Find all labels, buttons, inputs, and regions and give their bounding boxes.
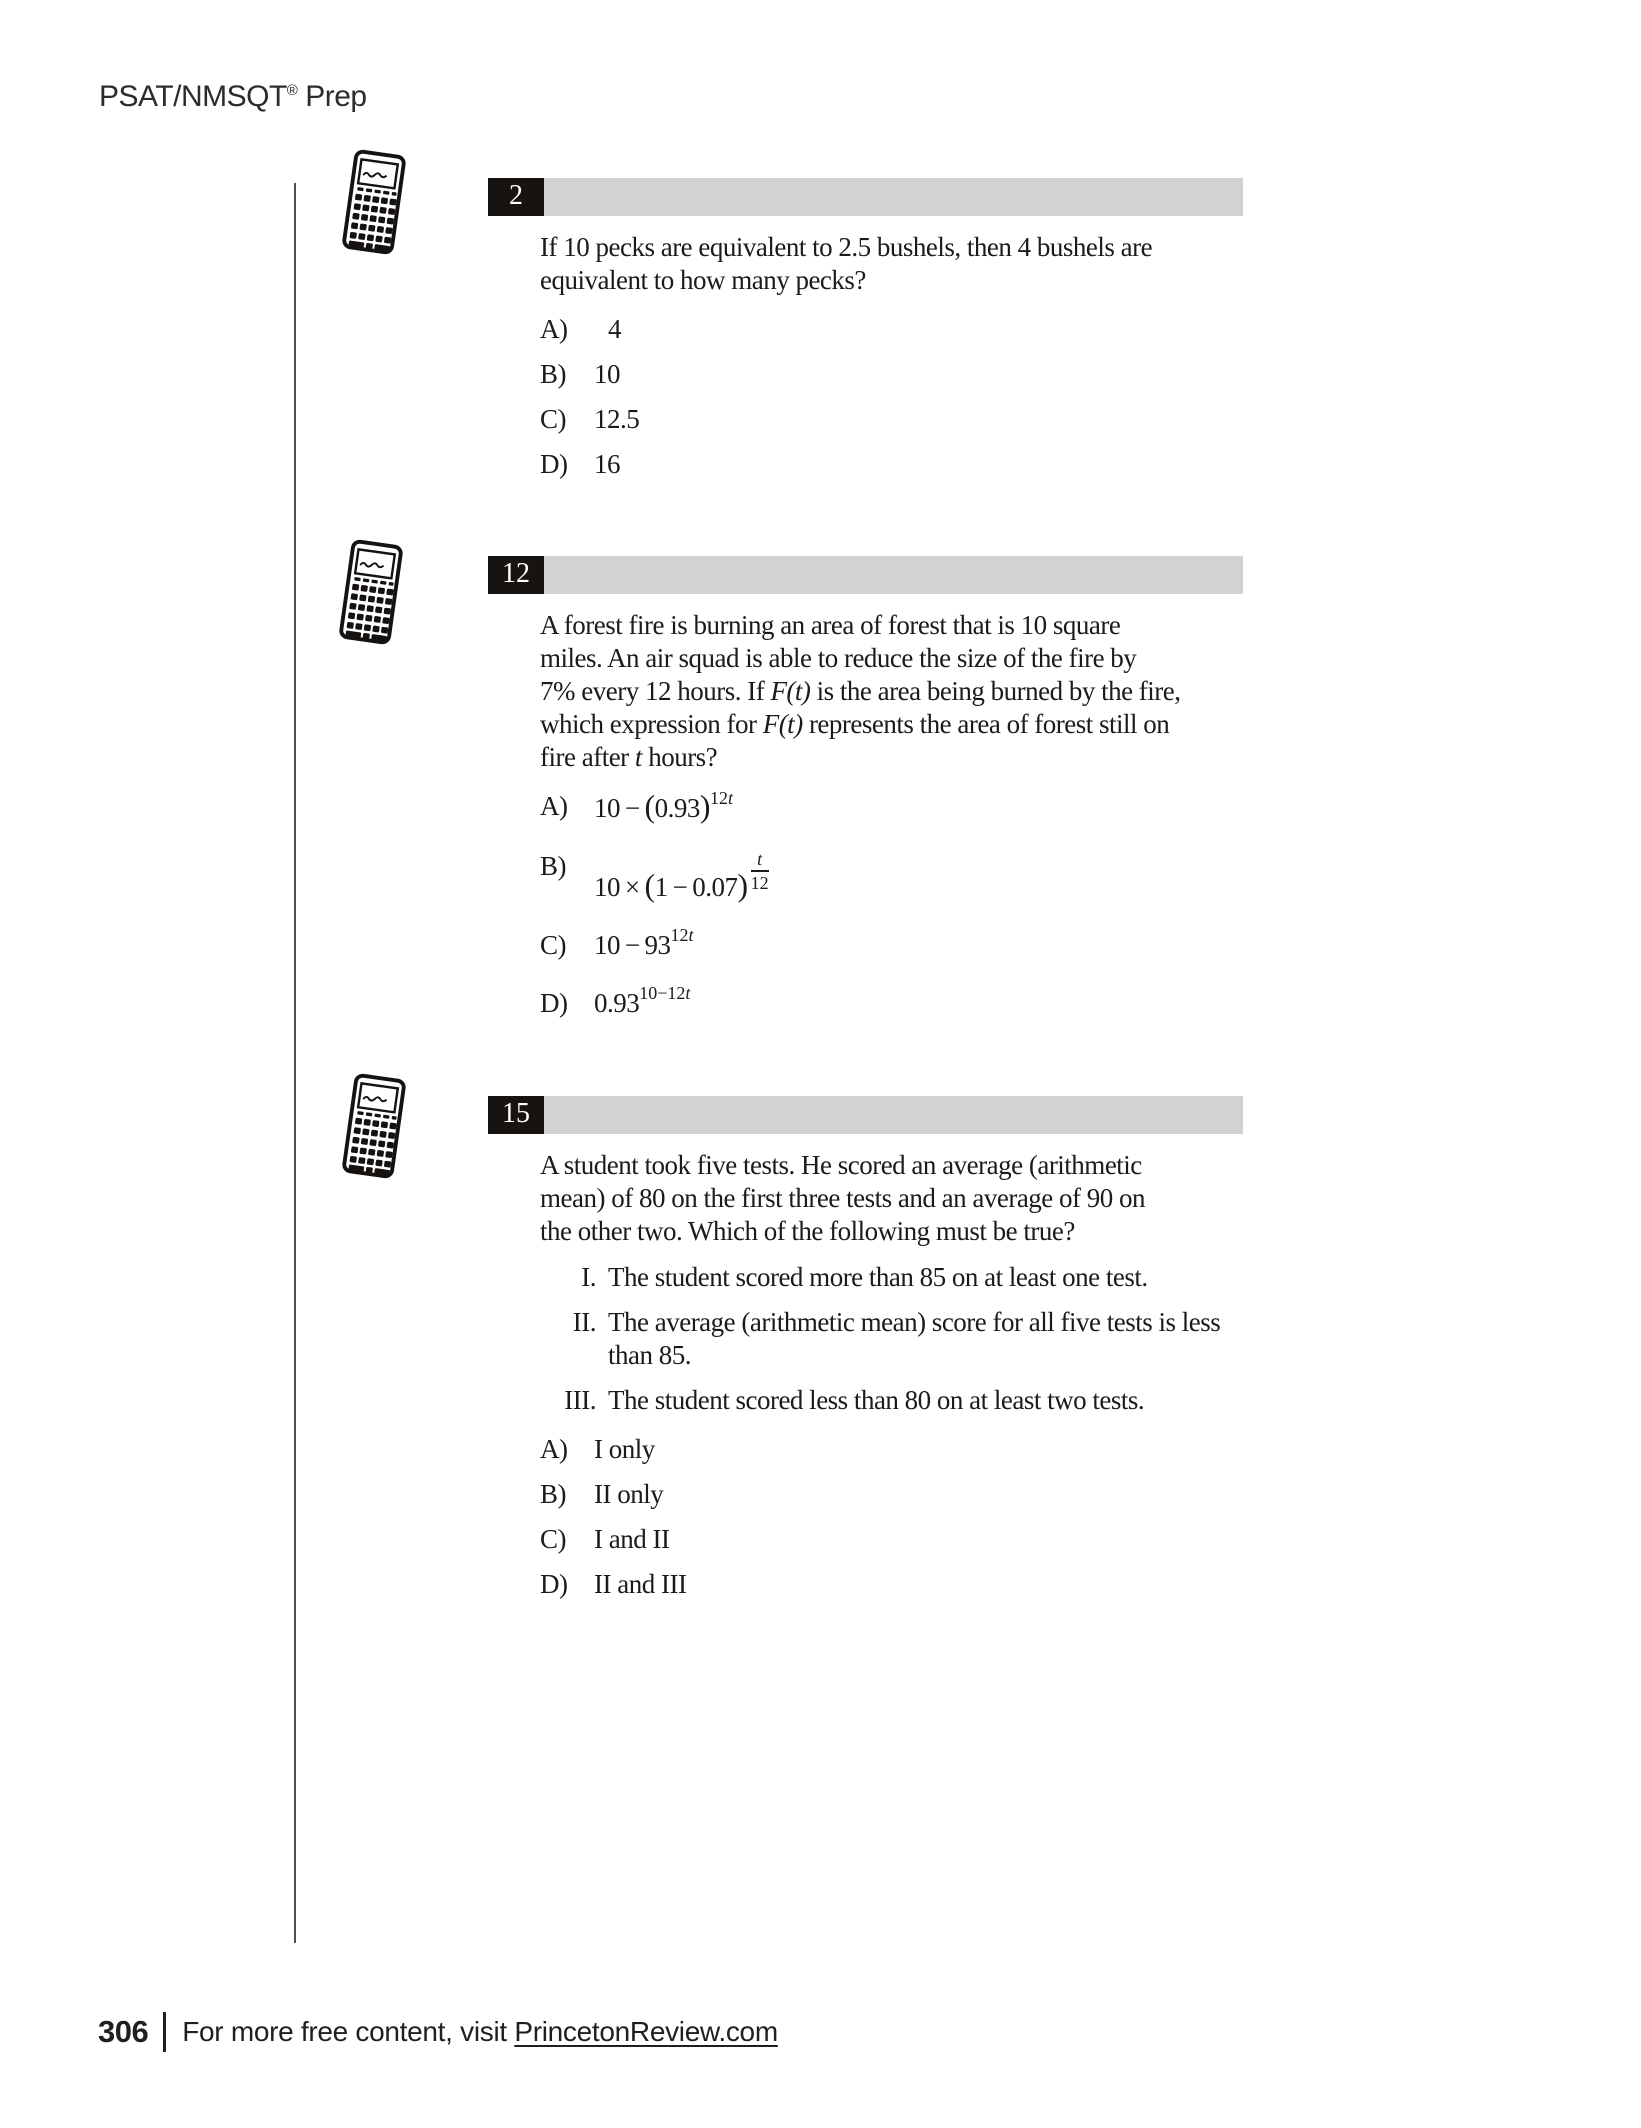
choice-c [540, 403, 1300, 436]
choice-a [540, 790, 1300, 825]
question-15 [488, 1096, 1300, 1613]
math-base: 0.93 [594, 988, 640, 1018]
question-text [540, 231, 1300, 297]
math-superscript: 10−12t [639, 983, 691, 1003]
footer-link[interactable]: PrincetonReview.com [514, 2016, 778, 2047]
registered-mark-icon: ® [286, 82, 298, 99]
statement-iii [540, 1384, 1300, 1417]
calculator-icon [340, 147, 408, 258]
choice-label: A) [540, 1434, 568, 1464]
footer-divider [163, 2012, 166, 2052]
header-title: PSAT/NMSQT [99, 80, 287, 113]
statement-ii [540, 1306, 1300, 1372]
answer-choices [540, 790, 1300, 1020]
question-text [540, 1149, 1300, 1248]
math-expression [594, 850, 769, 904]
statement-numeral: I. [581, 1262, 596, 1292]
math-expression [594, 983, 691, 1020]
question-text [540, 609, 1300, 774]
choice-value: 10 [594, 359, 620, 389]
choice-label: C) [540, 1524, 566, 1554]
choice-label: B) [540, 851, 566, 881]
calculator-icon [337, 537, 405, 648]
choice-d [540, 983, 1300, 1020]
choice-value: I only [594, 1434, 655, 1464]
question-line: the other two. Which of the following must be true? [540, 1216, 1075, 1246]
question-number-bar [488, 178, 1243, 216]
question-line: fire after t hours? [540, 742, 718, 772]
question-number-bar [488, 1096, 1243, 1134]
statements-list [540, 1261, 1300, 1417]
statement-numeral: II. [572, 1307, 596, 1337]
choice-a [540, 1433, 1300, 1466]
math-expression [594, 790, 733, 825]
answer-choices [540, 1433, 1300, 1601]
choice-b [540, 358, 1300, 391]
question-line: A student took five tests. He scored an average (arithmetic [540, 1150, 1142, 1180]
question-12 [488, 556, 1300, 1045]
math-superscript: 12t [670, 925, 694, 945]
choice-value: 16 [594, 449, 620, 479]
page-header [99, 80, 367, 114]
choice-c [540, 1523, 1300, 1556]
question-number-badge: 2 [488, 178, 544, 216]
choice-c [540, 925, 1300, 962]
choice-label: D) [540, 988, 568, 1018]
question-number-badge: 15 [488, 1096, 544, 1134]
choice-value: 12.5 [594, 404, 640, 434]
choice-b [540, 850, 1300, 904]
choice-b [540, 1478, 1300, 1511]
section-rule [294, 183, 296, 1943]
question-number-badge: 12 [488, 556, 544, 594]
math-base: 10 − (0.93) [594, 789, 711, 824]
choice-d [540, 448, 1300, 481]
question-line: miles. An air squad is able to reduce the size of the fire by [540, 643, 1137, 673]
choice-label: A) [540, 791, 568, 821]
choice-value: II and III [594, 1569, 687, 1599]
question-line: If 10 pecks are equivalent to 2.5 bushels, then 4 bushels are [540, 232, 1153, 262]
question-line: A forest fire is burning an area of forest that is 10 square [540, 610, 1121, 640]
statement-text: The student scored more than 85 on at least one test. [608, 1262, 1148, 1292]
math-fraction-exponent [751, 850, 769, 892]
statement-i [540, 1261, 1300, 1294]
math-base: 10 × (1 − 0.07) [594, 868, 748, 903]
choice-value: I and II [594, 1524, 670, 1554]
choice-label: B) [540, 1479, 566, 1509]
choice-label: B) [540, 359, 566, 389]
choice-value: II only [594, 1479, 664, 1509]
question-line: which expression for F(t) represents the area of forest still on [540, 709, 1170, 739]
answer-choices [540, 313, 1300, 481]
statement-numeral: III. [564, 1385, 596, 1415]
question-line: mean) of 80 on the first three tests and an average of 90 on [540, 1183, 1146, 1213]
footer-text: For more free content, visit PrincetonReview.com [182, 2016, 778, 2047]
choice-label: D) [540, 449, 568, 479]
choice-d [540, 1568, 1300, 1601]
statement-text: The average (arithmetic mean) score for all five tests is less than 85. [608, 1307, 1221, 1370]
choice-label: C) [540, 930, 566, 960]
question-line: equivalent to how many pecks? [540, 265, 866, 295]
question-line: 7% every 12 hours. If F(t) is the area being burned by the fire, [540, 676, 1181, 706]
choice-label: D) [540, 1569, 568, 1599]
choice-value: 4 [608, 314, 621, 344]
choice-label: A) [540, 314, 568, 344]
choice-a [540, 313, 1300, 346]
fraction-denominator: 12 [750, 873, 769, 893]
math-superscript: 12t [710, 788, 734, 808]
math-expression [594, 925, 694, 962]
math-base: 10 − 93 [594, 930, 671, 960]
calculator-icon [340, 1071, 408, 1182]
choice-label: C) [540, 404, 566, 434]
page-number: 306 [98, 2014, 149, 2049]
page-footer [98, 2012, 778, 2052]
question-number-bar [488, 556, 1243, 594]
header-suffix: Prep [297, 80, 367, 113]
statement-text: The student scored less than 80 on at least two tests. [608, 1385, 1145, 1415]
question-2 [488, 178, 1300, 493]
fraction-numerator: t [751, 850, 769, 872]
